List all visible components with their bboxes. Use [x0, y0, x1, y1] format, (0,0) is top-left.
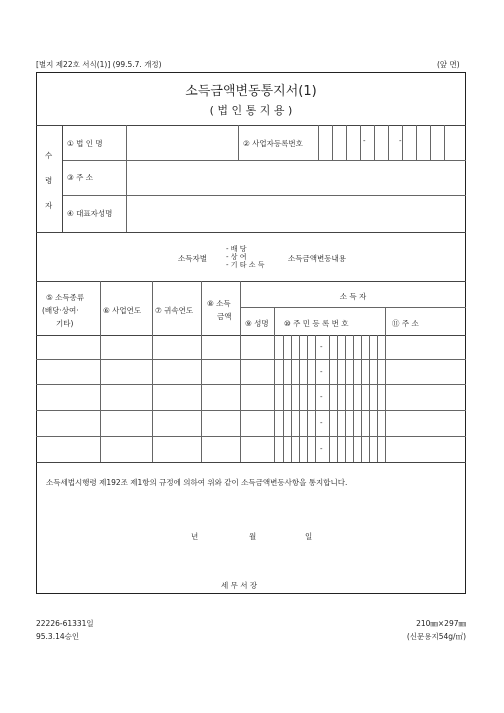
reg-no-dash: - — [363, 137, 366, 145]
date-month: 월 — [249, 532, 257, 541]
income-option-dividend: - 배 당 — [226, 245, 247, 253]
divider — [62, 160, 466, 161]
divider — [274, 307, 275, 462]
divider — [318, 125, 319, 160]
row-dash: - — [320, 445, 323, 453]
date-year: 년 — [191, 532, 199, 541]
divider — [152, 281, 153, 462]
form-title: 소득금액변동통지서(1) — [185, 84, 317, 99]
income-type-lead: 소득자별 — [178, 254, 207, 263]
income-option-other: - 기 타 소 득 — [226, 261, 265, 269]
divider — [307, 335, 308, 462]
issuer: 세 무 서 장 — [221, 581, 258, 590]
col-amount: ⑧ 소득 — [207, 299, 231, 308]
divider — [36, 462, 466, 463]
recipient-char-2: 령 — [45, 176, 53, 185]
divider — [361, 335, 362, 462]
corp-name-label: ① 법 인 명 — [67, 139, 103, 148]
col-business-year: ⑥ 사업연도 — [103, 306, 142, 315]
divider — [374, 125, 375, 160]
divider — [238, 125, 239, 160]
divider — [345, 335, 346, 462]
row-dash: - — [320, 419, 323, 427]
paper-type: (신문용지54g/㎡) — [406, 632, 466, 641]
date-day: 일 — [305, 532, 313, 541]
rep-name-label: ④ 대표자성명 — [67, 209, 113, 218]
col-income-kind: ⑤ 소득종류 — [46, 293, 85, 302]
income-option-bonus: - 상 여 — [226, 253, 247, 261]
row-dash: - — [320, 343, 323, 351]
divider — [353, 335, 354, 462]
form-code: 22226-61331일 — [36, 619, 94, 628]
form-number: [별지 제22호 서식(1)] (99.5.7. 개정) — [36, 60, 162, 69]
divider — [62, 195, 466, 196]
divider — [385, 307, 386, 462]
page-side-label: (앞 면) — [437, 60, 460, 69]
divider — [283, 335, 284, 462]
divider — [291, 335, 292, 462]
divider — [126, 125, 127, 232]
divider — [402, 125, 403, 160]
col-amount-sub: 금액 — [217, 312, 232, 321]
divider — [337, 335, 338, 462]
divider — [430, 125, 431, 160]
income-change-label: 소득금액변동내용 — [288, 254, 346, 263]
divider — [100, 281, 101, 462]
divider — [360, 125, 361, 160]
col-attrib-year: ⑦ 귀속연도 — [155, 306, 194, 315]
divider — [329, 335, 330, 462]
divider — [299, 335, 300, 462]
row-dash: - — [320, 368, 323, 376]
reg-no-label: ② 사업자등록번호 — [243, 139, 303, 148]
divider — [332, 125, 333, 160]
divider — [62, 125, 63, 232]
divider — [388, 125, 389, 160]
reg-no-dash: - — [399, 137, 402, 145]
earner-header: 소 득 자 — [339, 292, 367, 301]
divider — [377, 335, 378, 462]
notice-text: 소득세법시행령 제192조 제1항의 규정에 의하여 위와 같이 소득금액변동사항을 통지합니다. — [46, 478, 348, 487]
divider — [444, 125, 445, 160]
divider — [369, 335, 370, 462]
divider — [201, 281, 202, 462]
divider — [346, 125, 347, 160]
col-earner-address: ⑪ 주 소 — [392, 319, 419, 328]
address-label: ③ 주 소 — [67, 173, 93, 182]
form-subtitle: ( 법 인 통 지 용 ) — [209, 104, 293, 117]
approval-date: 95.3.14승인 — [36, 632, 80, 641]
paper-size: 210㎜×297㎜ — [416, 619, 466, 628]
row-dash: - — [320, 393, 323, 401]
col-earner-name: ⑨ 성명 — [245, 319, 269, 328]
col-resident-no: ⑩ 주 민 등 록 번 호 — [284, 319, 349, 328]
col-income-kind-sub: 기타) — [56, 319, 74, 328]
divider — [36, 232, 466, 233]
recipient-char-1: 수 — [45, 151, 53, 160]
divider — [416, 125, 417, 160]
recipient-char-3: 자 — [45, 201, 53, 210]
col-income-kind-sub: (배당·상여· — [42, 306, 79, 315]
divider — [315, 335, 316, 462]
divider — [240, 281, 241, 462]
